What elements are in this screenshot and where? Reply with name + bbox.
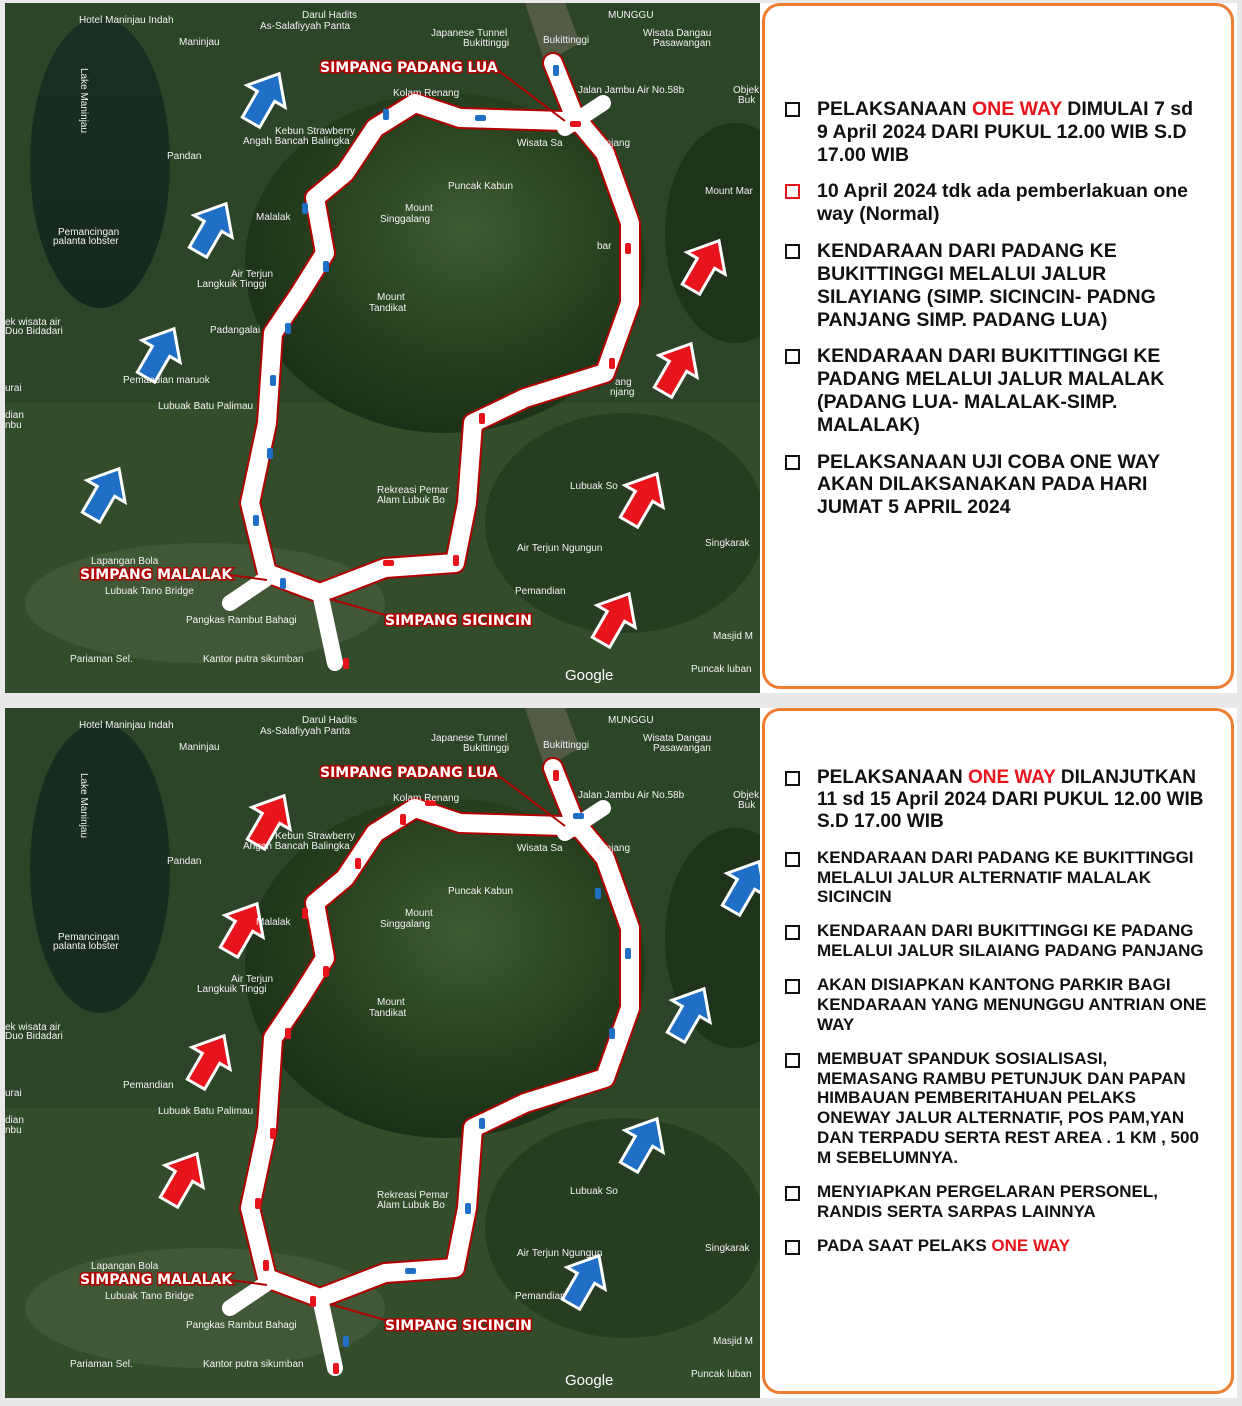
svg-text:njang: njang xyxy=(610,387,635,398)
svg-text:Pasawangan: Pasawangan xyxy=(653,38,711,49)
svg-text:Janjang: Janjang xyxy=(595,843,631,854)
svg-text:palanta lobster: palanta lobster xyxy=(53,236,119,247)
list-item: MENYIAPKAN PERGELARAN PERSONEL, RANDIS SERTA SARPAS LAINNYA xyxy=(783,1182,1209,1222)
svg-text:Hotel Maninjau Indah: Hotel Maninjau Indah xyxy=(79,720,174,731)
svg-text:Mount: Mount xyxy=(405,908,433,919)
svg-text:As-Salafiyyah Panta: As-Salafiyyah Panta xyxy=(260,21,351,32)
svg-text:Padangalai: Padangalai xyxy=(210,325,261,336)
svg-text:bar: bar xyxy=(597,241,612,252)
checkbox-bullet-icon xyxy=(785,102,800,117)
svg-text:Jalan Jambu Air No.58b: Jalan Jambu Air No.58b xyxy=(578,790,685,801)
list-item: KENDARAAN DARI BUKITTINGGI KE PADANG MELALUI JALUR MALALAK (PADANG LUA- MALALAK-SIMP. MALALAK) xyxy=(783,345,1209,436)
svg-text:Langkuik Tinggi: Langkuik Tinggi xyxy=(197,984,267,995)
svg-text:Buk: Buk xyxy=(738,95,756,106)
svg-text:Lubuak So: Lubuak So xyxy=(570,481,618,492)
bullet-list xyxy=(783,767,1209,1270)
svg-text:dian: dian xyxy=(5,410,24,421)
svg-text:Pariaman Sel.: Pariaman Sel. xyxy=(70,1359,133,1370)
svg-text:Lake Maninjau: Lake Maninjau xyxy=(78,68,89,134)
svg-text:Mount: Mount xyxy=(405,203,433,214)
svg-text:MUNGGU: MUNGGU xyxy=(608,10,654,21)
svg-text:Buk: Buk xyxy=(738,800,756,811)
svg-text:Pariaman Sel.: Pariaman Sel. xyxy=(70,654,133,665)
checkbox-bullet-icon xyxy=(785,1186,800,1201)
svg-text:Lapangan Bola: Lapangan Bola xyxy=(91,1261,159,1272)
list-item: MEMBUAT SPANDUK SOSIALISASI, MEMASANG RAMBU PETUNJUK DAN PAPAN HIMBAUAN PEMBERITAHUAN PELAKS ONEWAY JALUR ALTERNATIF, POS PAM,YAN DAN TERPADU SERTA REST AREA . 1 KM , 500 M SEBELUMNYA. xyxy=(783,1049,1209,1168)
svg-text:Pandan: Pandan xyxy=(167,856,202,867)
svg-text:Alam Lubuk Bo: Alam Lubuk Bo xyxy=(377,1200,445,1211)
svg-text:Langkuik Tinggi: Langkuik Tinggi xyxy=(197,279,267,290)
svg-text:urai: urai xyxy=(5,1088,22,1099)
svg-text:Alam Lubuk Bo: Alam Lubuk Bo xyxy=(377,495,445,506)
svg-text:Angah Bancah Balingka: Angah Bancah Balingka xyxy=(243,841,350,852)
svg-text:nbu: nbu xyxy=(5,420,22,431)
svg-text:Hotel Maninjau Indah: Hotel Maninjau Indah xyxy=(79,15,174,26)
list-item: AKAN DISIAPKAN KANTONG PARKIR BAGI KENDARAAN YANG MENUNGGU ANTRIAN ONE WAY xyxy=(783,975,1209,1035)
svg-text:Masjid M: Masjid M xyxy=(713,631,754,642)
checkbox-bullet-icon xyxy=(785,455,800,470)
svg-text:Singgalang: Singgalang xyxy=(380,214,431,225)
svg-text:Kolam Renang: Kolam Renang xyxy=(393,88,460,99)
svg-text:ek wisata air: ek wisata air xyxy=(5,1022,61,1033)
svg-text:Kebun Strawberry: Kebun Strawberry xyxy=(275,126,356,137)
slide-1 xyxy=(5,3,1237,693)
svg-text:Bukittinggi: Bukittinggi xyxy=(543,740,590,751)
slide-2 xyxy=(5,708,1237,1398)
info-panel xyxy=(762,3,1234,689)
checkbox-bullet-icon xyxy=(785,1240,800,1255)
svg-text:Malalak: Malalak xyxy=(256,917,291,928)
svg-text:Pandan: Pandan xyxy=(167,151,202,162)
svg-text:ang: ang xyxy=(615,377,632,388)
svg-text:Maninjau: Maninjau xyxy=(179,37,220,48)
svg-text:Bukittinggi: Bukittinggi xyxy=(543,35,590,46)
svg-text:Objek: Objek xyxy=(733,790,760,801)
svg-text:Tandikat: Tandikat xyxy=(369,303,407,314)
svg-text:Pangkas Rambut Bahagi: Pangkas Rambut Bahagi xyxy=(186,615,297,626)
svg-text:urai: urai xyxy=(5,383,22,394)
svg-text:ek wisata air: ek wisata air xyxy=(5,317,61,328)
svg-text:Mount Mar: Mount Mar xyxy=(705,186,753,197)
svg-text:Objek: Objek xyxy=(733,85,760,96)
route-map xyxy=(5,708,760,1398)
svg-text:Lubuak Tano Bridge: Lubuak Tano Bridge xyxy=(105,586,194,597)
svg-text:Angah Bancah Balingka: Angah Bancah Balingka xyxy=(243,136,350,147)
lake-maninjau xyxy=(30,723,170,1013)
svg-text:Duo Bidadari: Duo Bidadari xyxy=(5,1031,63,1042)
checkbox-bullet-icon xyxy=(785,771,800,786)
list-item: KENDARAAN DARI BUKITTINGGI KE PADANG MELALUI JALUR SILAIANG PADANG PANJANG xyxy=(783,921,1209,961)
svg-text:Kolam Renang: Kolam Renang xyxy=(393,793,460,804)
svg-text:Pangkas Rambut Bahagi: Pangkas Rambut Bahagi xyxy=(186,1320,297,1331)
svg-text:Pemancingan: Pemancingan xyxy=(58,227,120,238)
svg-text:Wisata Sa: Wisata Sa xyxy=(517,138,563,149)
svg-text:Pemandian: Pemandian xyxy=(515,1291,566,1302)
svg-text:Darul Hadits: Darul Hadits xyxy=(302,10,358,21)
svg-text:Jalan Jambu Air No.58b: Jalan Jambu Air No.58b xyxy=(578,85,685,96)
svg-text:Japanese Tunnel: Japanese Tunnel xyxy=(431,733,508,744)
highlight-one-way: ONE WAY xyxy=(971,98,1062,120)
checkbox-bullet-icon xyxy=(785,852,800,867)
label-simpang-malalak: SIMPANG MALALAK xyxy=(80,567,233,583)
svg-text:Lubuak Tano Bridge: Lubuak Tano Bridge xyxy=(105,1291,194,1302)
svg-text:Bukittinggi: Bukittinggi xyxy=(463,743,510,754)
checkbox-bullet-icon xyxy=(785,925,800,940)
svg-text:Kebun Strawberry: Kebun Strawberry xyxy=(275,831,356,842)
list-item: KENDARAAN DARI PADANG KE BUKITTINGGI MELALUI JALUR ALTERNATIF MALALAK SICINCIN xyxy=(783,848,1209,908)
svg-text:Puncak luban: Puncak luban xyxy=(691,1369,752,1380)
google-logo: Google xyxy=(565,1372,614,1389)
checkbox-bullet-icon xyxy=(785,349,800,364)
svg-text:Rekreasi Pemar: Rekreasi Pemar xyxy=(377,485,449,496)
list-item: PADA SAAT PELAKS ONE WAY xyxy=(783,1236,1209,1256)
svg-text:Wisata Sa: Wisata Sa xyxy=(517,843,563,854)
google-logo: Google xyxy=(565,667,614,684)
svg-text:Lake Maninjau: Lake Maninjau xyxy=(78,773,89,839)
svg-text:Wisata Dangau: Wisata Dangau xyxy=(643,28,712,39)
list-item: PELAKSANAAN UJI COBA ONE WAY AKAN DILAKSANAKAN PADA HARI JUMAT 5 APRIL 2024 xyxy=(783,451,1209,519)
svg-text:Lapangan Bola: Lapangan Bola xyxy=(91,556,159,567)
svg-text:MUNGGU: MUNGGU xyxy=(608,715,654,726)
svg-text:Maninjau: Maninjau xyxy=(179,742,220,753)
label-simpang-sicincin: SIMPANG SICINCIN xyxy=(385,613,532,629)
highlight-one-way: ONE WAY xyxy=(967,767,1056,788)
list-item: PELAKSANAAN ONE WAY DIMULAI 7 sd 9 April 2024 DARI PUKUL 12.00 WIB S.D 17.00 WIB xyxy=(783,98,1209,166)
checkbox-bullet-icon xyxy=(785,979,800,994)
svg-text:Air Terjun Ngungun: Air Terjun Ngungun xyxy=(517,1248,603,1259)
svg-text:Mount: Mount xyxy=(377,292,405,303)
svg-text:Malalak: Malalak xyxy=(256,212,291,223)
svg-text:As-Salafiyyah Panta: As-Salafiyyah Panta xyxy=(260,726,351,737)
label-simpang-padang-lua: SIMPANG PADANG LUA xyxy=(320,765,498,781)
svg-text:Singgalang: Singgalang xyxy=(380,919,431,930)
highlight-one-way: ONE WAY xyxy=(991,1235,1071,1255)
svg-text:Masjid M: Masjid M xyxy=(713,1336,754,1347)
route-map xyxy=(5,3,760,693)
info-panel xyxy=(762,708,1234,1394)
label-simpang-padang-lua: SIMPANG PADANG LUA xyxy=(320,60,498,76)
svg-text:Puncak luban: Puncak luban xyxy=(691,664,752,675)
svg-text:Wisata Dangau: Wisata Dangau xyxy=(643,733,712,744)
svg-text:dian: dian xyxy=(5,1115,24,1126)
svg-text:Air Terjun: Air Terjun xyxy=(231,269,274,280)
svg-text:Darul Hadits: Darul Hadits xyxy=(302,715,358,726)
svg-text:Rekreasi Pemar: Rekreasi Pemar xyxy=(377,1190,449,1201)
svg-text:Pemandian: Pemandian xyxy=(515,586,566,597)
svg-text:Air Terjun: Air Terjun xyxy=(231,974,274,985)
label-simpang-malalak: SIMPANG MALALAK xyxy=(80,1272,233,1288)
list-item: KENDARAAN DARI PADANG KE BUKITTINGGI MELALUI JALUR SILAYIANG (SIMP. SICINCIN- PADNG PANJANG SIMP. PADANG LUA) xyxy=(783,240,1209,331)
list-item: PELAKSANAAN ONE WAY DILANJUTKAN 11 sd 15 April 2024 DARI PUKUL 12.00 WIB S.D 17.00 WIB xyxy=(783,767,1209,834)
svg-text:nbu: nbu xyxy=(5,1125,22,1136)
svg-text:Duo Bidadari: Duo Bidadari xyxy=(5,326,63,337)
checkbox-bullet-icon xyxy=(785,244,800,259)
svg-text:Pemancingan: Pemancingan xyxy=(58,932,120,943)
svg-text:Kantor putra sikumban: Kantor putra sikumban xyxy=(203,654,304,665)
svg-text:Puncak Kabun: Puncak Kabun xyxy=(448,181,514,192)
svg-text:Kantor putra sikumban: Kantor putra sikumban xyxy=(203,1359,304,1370)
checkbox-bullet-icon xyxy=(785,184,800,199)
lake-maninjau xyxy=(30,18,170,308)
svg-text:Lubuak So: Lubuak So xyxy=(570,1186,618,1197)
label-simpang-sicincin: SIMPANG SICINCIN xyxy=(385,1318,532,1334)
svg-text:Janjang: Janjang xyxy=(595,138,631,149)
svg-text:Air Terjun Ngungun: Air Terjun Ngungun xyxy=(517,543,603,554)
svg-text:Japanese Tunnel: Japanese Tunnel xyxy=(431,28,508,39)
svg-text:Bukittinggi: Bukittinggi xyxy=(463,38,510,49)
svg-text:Lubuak Batu Palimau: Lubuak Batu Palimau xyxy=(158,1106,254,1117)
svg-text:Lubuak Batu Palimau: Lubuak Batu Palimau xyxy=(158,401,254,412)
svg-text:Singkarak: Singkarak xyxy=(705,1243,750,1254)
svg-text:Pasawangan: Pasawangan xyxy=(653,743,711,754)
list-item: 10 April 2024 tdk ada pemberlakuan one way (Normal) xyxy=(783,180,1209,226)
svg-text:Tandikat: Tandikat xyxy=(369,1008,407,1019)
checkbox-bullet-icon xyxy=(785,1053,800,1068)
svg-text:Mount: Mount xyxy=(377,997,405,1008)
svg-text:Singkarak: Singkarak xyxy=(705,538,750,549)
bullet-list xyxy=(783,98,1209,533)
svg-text:Pemandian maruok: Pemandian maruok xyxy=(123,375,210,386)
svg-text:palanta lobster: palanta lobster xyxy=(53,941,119,952)
svg-text:Puncak Kabun: Puncak Kabun xyxy=(448,886,514,897)
svg-text:Pemandian: Pemandian xyxy=(123,1080,174,1091)
